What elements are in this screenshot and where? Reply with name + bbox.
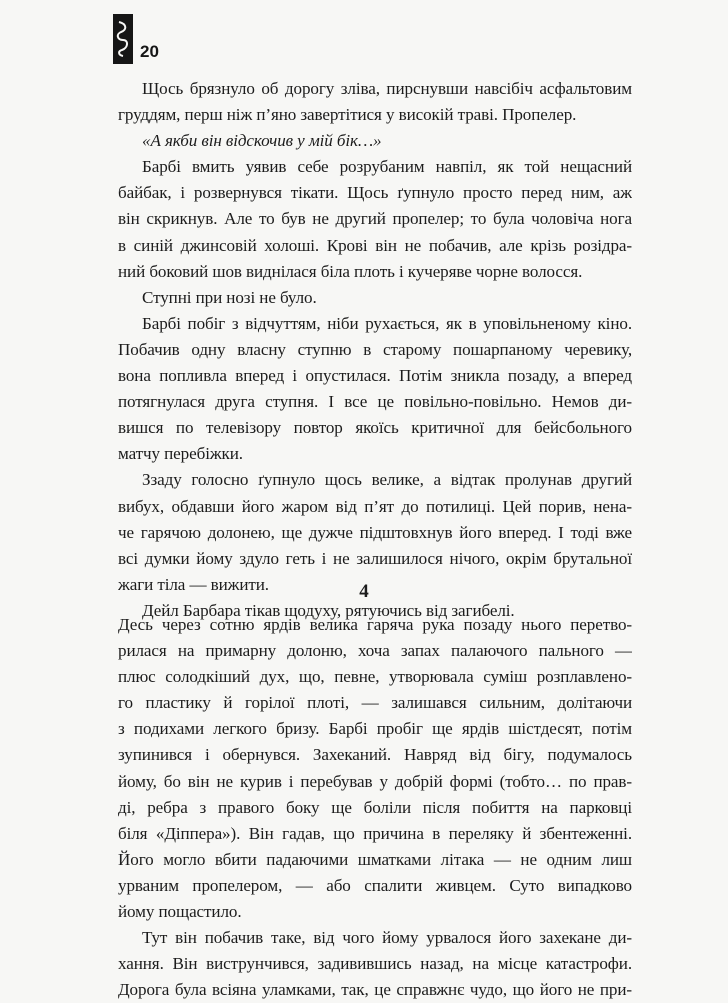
- text-line: вона попливла вперед і опустилася. Потім зникла позаду, а вперед: [118, 366, 632, 386]
- text-line: Його могло вбити падаючими шматками літака — не одним лиш: [118, 849, 632, 869]
- text-line: че гарячою долонею, ще дужче підштовхнув його вперед. І тоді вже: [118, 522, 632, 542]
- text-line: плюс солодкіший дух, що, певне, утворювала суміш розплавлено-: [118, 667, 632, 687]
- text-line: го пластику й горілої плоті, — залишався сильним, долітаючи: [118, 693, 632, 713]
- chapter-mark: [113, 14, 133, 64]
- text-line: Тут він побачив таке, від чого йому урвалося його захекане ди-: [142, 928, 632, 948]
- text-line: Щось брязнуло об дорогу зліва, пирснувши навсібіч асфальтовим: [142, 79, 632, 98]
- text-line: жаги тіла — вижити.: [118, 574, 269, 594]
- text-line: йому пощастило.: [118, 902, 242, 922]
- text-line: матчу перебіжки.: [118, 444, 243, 464]
- text-line: Дейл Барбара тікав щодуху, рятуючись від загибелі.: [142, 600, 515, 620]
- text-line: з подихами легкого бризу. Барбі пробіг ще ярдів шістдесят, потім: [118, 719, 632, 739]
- body-text-part1: [118, 76, 632, 624]
- text-line: Ззаду голосно ґупнуло щось велике, а відтак пролунав другий: [142, 470, 632, 490]
- text-line: біля «Діппера»). Він гадав, що причина в переляку й збентеженні.: [118, 823, 632, 843]
- text-line: Барбі вмить уявив себе розрубаним навпіл, як той нещасний: [142, 157, 632, 177]
- text-line: він скрикнув. Але то був не другий пропелер; то була чоловіча нога: [118, 209, 632, 229]
- text-line: Побачив одну власну ступню в старому пошарпаному черевику,: [118, 339, 632, 359]
- body-text-part2: [118, 612, 632, 1003]
- text-line: вибух, обдавши його жаром від п’ят до потилиці. Цей порив, нена-: [118, 496, 632, 516]
- decorative-curl-icon: [115, 20, 131, 58]
- page-number: 20: [140, 42, 159, 61]
- text-line: всі думки йому здуло геть і не залишилося нічого, окрім брутальної: [118, 548, 632, 568]
- text-line: урваним пропелером, — або спалити живцем. Суто випадково: [118, 875, 632, 895]
- text-line: рилася на примарну долоню, хоча запах палаючого пального —: [118, 641, 632, 661]
- text-line: в синій джинсовій холоші. Крові він не побачив, але крізь розідра-: [118, 235, 632, 255]
- text-line: хання. Він виструнчився, задивившись назад, на місце катастрофи.: [118, 954, 632, 974]
- text-line: Десь через сотню ярдів велика гаряча рука позаду нього перетво-: [118, 615, 632, 634]
- text-line: груддям, перш ніж п’яно завертітися у високій траві. Пропелер.: [118, 105, 577, 125]
- text-line: зупинився і обернувся. Захеканий. Навряд від бігу, подумалось: [118, 745, 632, 765]
- text-line: ний боковий шов виднілася біла плоть і кучеряве чорне волосся.: [118, 261, 583, 281]
- text-line: Дорога була всіяна уламками, так, це справжнє чудо, що його не при-: [118, 980, 632, 1000]
- text-line: вишся по телевізору повтор якоїсь критичної для бейсбольного: [118, 418, 632, 438]
- text-line: Ступні при нозі не було.: [142, 287, 317, 307]
- text-line: Барбі побіг з відчуттям, ніби рухається, як в уповільненому кіно.: [142, 313, 632, 333]
- text-line: байбак, і розвернувся тікати. Щось ґупнуло просто перед ним, аж: [118, 183, 632, 203]
- text-line: «А якби він відскочив у мій бік…»: [142, 131, 382, 151]
- section-number: 4: [359, 581, 369, 602]
- text-line: ді, ребра з правого боку ще боліли після побиття на парковці: [118, 797, 632, 817]
- text-line: йому, бо він не курив і перебував у добрій формі (тобто… по прав-: [118, 771, 632, 791]
- text-line: потягнулася друга ступня. І все це повільно-повільно. Немов ди-: [118, 392, 632, 412]
